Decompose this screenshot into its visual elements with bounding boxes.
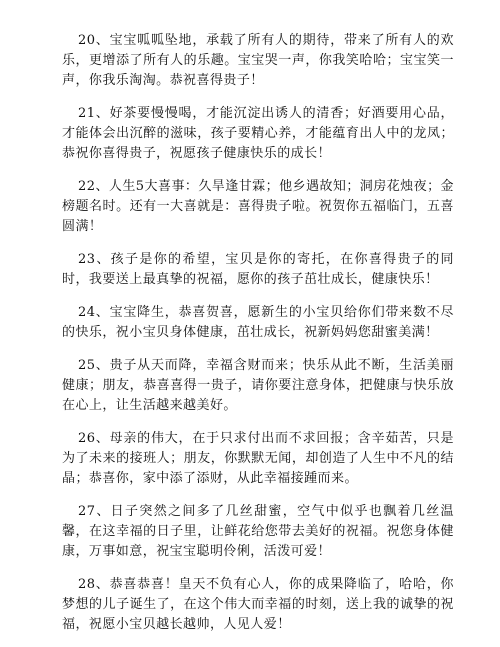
paragraph-26: 26、母亲的伟大，在于只求付出而不求回报；含辛茹苦，只是为了未来的接班人；朋友，你默默无闻，却创造了人生中不凡的结晶；恭喜你，家中添了添财，从此幸福接踵而来。: [62, 431, 454, 486]
paragraph-20: 20、宝宝呱呱坠地，承载了所有人的期待，带来了所有人的欢乐，更增添了所有人的乐趣。宝宝哭一声，你我笑哈哈；宝宝笑一声，你我乐淘淘。恭祝喜得贵子！: [62, 33, 454, 88]
paragraph-24: 24、宝宝降生，恭喜贺喜，愿新生的小宝贝给你们带来数不尽的快乐，祝小宝贝身体健康，茁壮成长，祝新妈妈您甜蜜美满！: [62, 305, 454, 340]
paragraph-27: 27、日子突然之间多了几丝甜蜜，空气中似乎也飘着几丝温馨，在这幸福的日子里，让鲜花给您带去美好的祝福。祝您身体健康，万事如意，祝宝宝聪明伶俐，活泼可爱！: [62, 504, 454, 559]
paragraph-25: 25、贵子从天而降，幸福含财而来；快乐从此不断，生活美丽健康；朋友，恭喜喜得一贵子，请你要注意身体，把健康与快乐放在心上，让生活越来越美好。: [62, 358, 454, 413]
paragraph-22: 22、人生5大喜事：久旱逢甘霖；他乡遇故知；洞房花烛夜；金榜题名时。还有一大喜就是：喜得贵子啦。祝贺你五福临门，五喜圆满！: [62, 179, 454, 234]
paragraph-21: 21、好茶要慢慢喝，才能沉淀出诱人的清香；好酒要用心品，才能体会出沉醉的滋味，孩子要精心养，才能蕴育出人中的龙凤；恭祝你喜得贵子，祝愿孩子健康快乐的成长！: [62, 106, 454, 161]
paragraph-28: 28、恭喜恭喜！皇天不负有心人，你的成果降临了，哈哈，你梦想的儿子诞生了，在这个伟大而幸福的时刻，送上我的诚挚的祝福，祝愿小宝贝越长越帅，人见人爱！: [62, 577, 454, 632]
paragraph-23: 23、孩子是你的希望，宝贝是你的寄托，在你喜得贵子的同时，我要送上最真挚的祝福，愿你的孩子茁壮成长，健康快乐！: [62, 252, 454, 287]
